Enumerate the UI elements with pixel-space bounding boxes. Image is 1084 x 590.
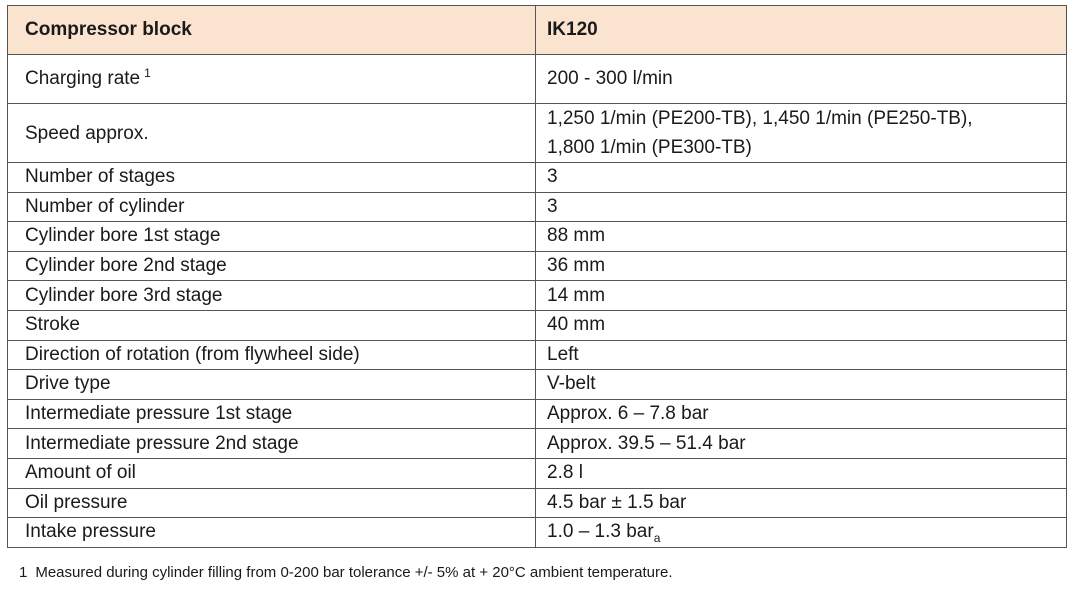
row-value: Approx. 6 – 7.8 bar <box>536 399 1067 429</box>
row-value-text: 1.0 – 1.3 bar <box>547 520 654 542</box>
row-label: Cylinder bore 3rd stage <box>8 281 536 311</box>
row-label <box>8 55 536 104</box>
table-row <box>8 163 1067 193</box>
row-value-line: 1,800 1/min (PE300-TB) <box>547 137 752 158</box>
row-label: Intake pressure <box>8 518 536 548</box>
table-row <box>8 251 1067 281</box>
table-row <box>8 340 1067 370</box>
row-label: Number of cylinder <box>8 192 536 222</box>
row-label: Intermediate pressure 1st stage <box>8 399 536 429</box>
table-row <box>8 104 1067 163</box>
table-row <box>8 281 1067 311</box>
table-row <box>8 222 1067 252</box>
row-label: Amount of oil <box>8 458 536 488</box>
row-label: Oil pressure <box>8 488 536 518</box>
row-value: V-belt <box>536 370 1067 400</box>
footnote-text: Measured during cylinder filling from 0-200 bar tolerance +/- 5% at + 20°C ambient temperature. <box>35 564 673 581</box>
table-row <box>8 488 1067 518</box>
row-value: Approx. 39.5 – 51.4 bar <box>536 429 1067 459</box>
row-value: 88 mm <box>536 222 1067 252</box>
table-row <box>8 55 1067 104</box>
row-label: Cylinder bore 2nd stage <box>8 251 536 281</box>
row-label: Drive type <box>8 370 536 400</box>
row-value: 4.5 bar ± 1.5 bar <box>536 488 1067 518</box>
table-row <box>8 429 1067 459</box>
row-value: 3 <box>536 163 1067 193</box>
row-value: Left <box>536 340 1067 370</box>
row-value: 14 mm <box>536 281 1067 311</box>
footnote <box>19 564 673 581</box>
compressor-spec-table <box>7 5 1067 548</box>
table-row <box>8 399 1067 429</box>
footnote-number: 1 <box>19 564 28 581</box>
row-label: Direction of rotation (from flywheel side) <box>8 340 536 370</box>
row-value-line: 1,250 1/min (PE200-TB), 1,450 1/min (PE250-TB), <box>547 108 973 129</box>
row-label: Cylinder bore 1st stage <box>8 222 536 252</box>
row-label: Intermediate pressure 2nd stage <box>8 429 536 459</box>
row-value: 200 - 300 l/min <box>536 55 1067 104</box>
row-value <box>536 104 1067 163</box>
row-value <box>536 518 1067 548</box>
table-header-row <box>8 6 1067 55</box>
row-value: 36 mm <box>536 251 1067 281</box>
footnote-ref: 1 <box>144 66 151 80</box>
row-label: Speed approx. <box>8 104 536 163</box>
row-label: Stroke <box>8 310 536 340</box>
table-row <box>8 192 1067 222</box>
absolute-subscript: a <box>653 530 661 545</box>
row-label: Number of stages <box>8 163 536 193</box>
header-value: IK120 <box>536 6 1067 55</box>
row-value: 3 <box>536 192 1067 222</box>
header-label: Compressor block <box>8 6 536 55</box>
table-row <box>8 458 1067 488</box>
row-label-text: Charging rate <box>25 68 141 89</box>
table-row <box>8 518 1067 548</box>
row-value: 2.8 l <box>536 458 1067 488</box>
table-row <box>8 370 1067 400</box>
row-value: 40 mm <box>536 310 1067 340</box>
table-row <box>8 310 1067 340</box>
